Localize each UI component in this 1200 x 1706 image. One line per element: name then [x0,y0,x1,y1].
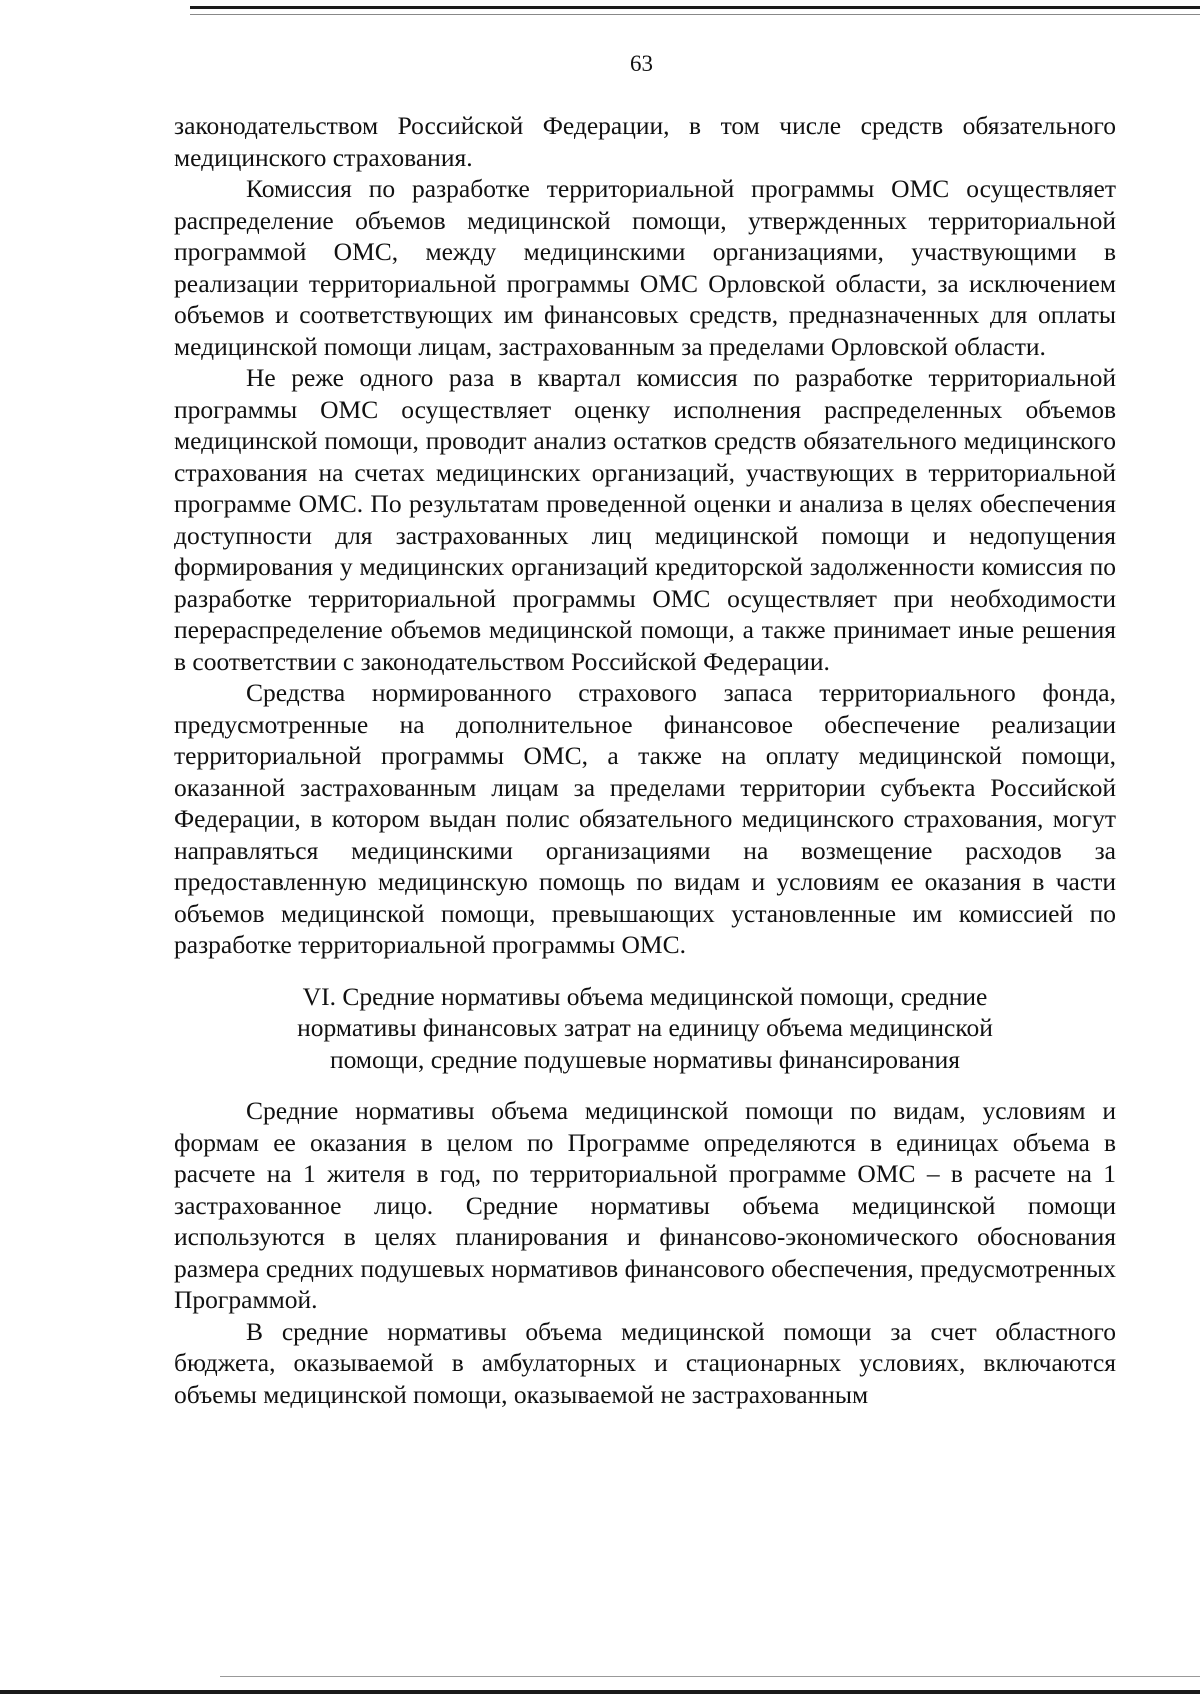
section-heading-line-2: нормативы финансовых затрат на единицу объема медицинской [297,1013,993,1042]
paragraph-commission-distribution: Комиссия по разработке территориальной программы ОМС осуществляет распределение объемов медицинской помощи, утвержденных территориальной программой ОМС, между медицинскими организациями, участвующими в реализации территориальной программы ОМС Орловской области, за исключением объемов и соответствующих им финансовых средств, предназначенных для оплаты медицинской помощи лицам, застрахованным за пределами Орловской области. [174,174,1116,361]
section-heading-line-1: VI. Средние нормативы объема медицинской помощи, средние [302,981,988,1011]
section-heading-line-3: помощи, средние подушевые нормативы финансирования [329,1044,961,1074]
section-heading [214,981,1076,1076]
paragraph-insurance-reserve: Средства нормированного страхового запаса территориального фонда, предусмотренные на дополнительное финансовое обеспечение реализации территориальной программы ОМС, а также на оплату медицинской помощи, оказанной застрахованным лицам за пределами территории субъекта Российской Федерации, в котором выдан полис обязательного медицинского страхования, могут направляться медицинскими организациями на возмещение расходов за предоставленную медицинскую помощь по видам и условиям ее оказания в части объемов медицинской помощи, превышающих установленные им комиссией по разработке территориальной программы ОМС. [174,678,1116,959]
page-number: 63 [630,51,653,76]
paragraph-continuation: законодательством Российской Федерации, в том числе средств обязательного медицинского страхования. [174,111,1116,172]
bottom-border-thin-line [220,1676,1200,1677]
bottom-border-line [0,1690,1200,1694]
paragraph-average-norms: Средние нормативы объема медицинской помощи по видам, условиям и формам ее оказания в целом по Программе определяются в единицах объема в расчете на 1 жителя в год, по территориальной программе ОМС – в расчете на 1 застрахованное лицо. Средние нормативы объема медицинской помощи используются в целях планирования и финансово-экономического обоснования размера средних подушевых нормативов финансового обеспечения, предусмотренных Программой. [174,1096,1116,1314]
paragraph-regional-budget: В средние нормативы объема медицинской помощи за счет областного бюджета, оказываемой в амбулаторных и стационарных условиях, включаются объемы медицинской помощи, оказываемой не застрахованным [174,1316,1116,1409]
top-border-line [190,6,1200,9]
document-body [174,110,1116,1410]
paragraph-quarterly-assessment: Не реже одного раза в квартал комиссия по разработке территориальной программы ОМС осуществляет оценку исполнения распределенных объемов медицинской помощи, проводит анализ остатков средств обязательного медицинского страхования на счетах медицинских организаций, участвующих в территориальной программе ОМС. По результатам проведенной оценки и анализа в целях обеспечения доступности для застрахованных лиц медицинской помощи и недопущения формирования у медицинских организаций кредиторской задолженности комиссия по разработке территориальной программы ОМС осуществляет при необходимости перераспределение объемов медицинской помощи, а также принимает иные решения в соответствии с законодательством Российской Федерации. [174,363,1116,676]
top-border-thin-line [190,14,1200,15]
